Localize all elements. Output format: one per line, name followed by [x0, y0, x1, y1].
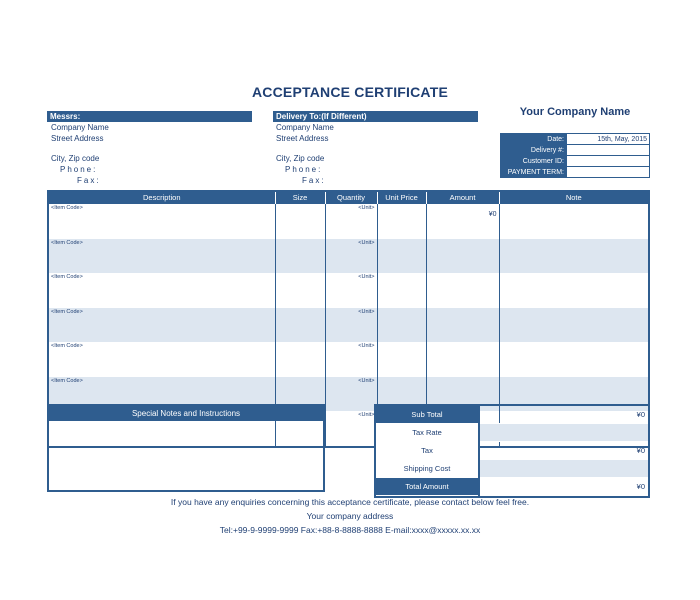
quantity-unit[interactable]: <Unit> [325, 273, 377, 308]
amount-cell [426, 308, 499, 343]
unit-price-cell[interactable] [377, 239, 426, 274]
totals-table [374, 404, 650, 498]
amount-cell [426, 239, 499, 274]
table-row [49, 308, 648, 343]
messrs-header: Messrs: [47, 111, 252, 122]
info-row-delivery [501, 145, 650, 156]
totals-value: ¥0 [479, 478, 648, 496]
table-row [49, 204, 648, 239]
note-cell[interactable] [499, 204, 648, 239]
col-unit-price: Unit Price [377, 192, 426, 204]
info-value[interactable] [567, 167, 650, 178]
item-code[interactable]: <Item Code> [49, 342, 275, 377]
messrs-company: Company Name [51, 123, 109, 132]
table-row [49, 239, 648, 274]
messrs-street: Street Address [51, 134, 104, 143]
info-label: Customer ID: [501, 156, 567, 167]
info-label: Delivery #: [501, 145, 567, 156]
delivery-street: Street Address [276, 134, 329, 143]
messrs-fax: Fax: [77, 176, 101, 185]
quantity-unit[interactable]: <Unit> [325, 308, 377, 343]
delivery-city: City, Zip code [276, 154, 325, 163]
item-code[interactable]: <Item Code> [49, 204, 275, 239]
quantity-unit[interactable]: <Unit> [325, 411, 377, 446]
totals-row-tax [376, 442, 648, 460]
messrs-city: City, Zip code [51, 154, 100, 163]
amount-cell [426, 273, 499, 308]
size-cell[interactable] [275, 239, 325, 274]
document-title: ACCEPTANCE CERTIFICATE [252, 84, 448, 100]
info-table [500, 133, 650, 178]
info-label: Date: [501, 134, 567, 145]
note-cell[interactable] [499, 308, 648, 343]
totals-label: Total Amount [376, 478, 479, 496]
quantity-unit[interactable]: <Unit> [325, 239, 377, 274]
totals-row-tax-rate [376, 424, 648, 442]
totals-value: ¥0 [479, 406, 648, 424]
delivery-phone: Phone: [285, 165, 323, 174]
totals-label: Tax Rate [376, 424, 479, 442]
quantity-unit[interactable]: <Unit> [325, 377, 377, 412]
totals-label: Tax [376, 442, 479, 460]
info-value[interactable]: 15th, May, 2015 [567, 134, 650, 145]
info-row-customer [501, 156, 650, 167]
unit-price-cell[interactable] [377, 273, 426, 308]
special-notes-box[interactable] [47, 404, 325, 492]
table-row [49, 273, 648, 308]
table-row [49, 342, 648, 377]
item-code[interactable]: <Item Code> [49, 239, 275, 274]
unit-price-cell[interactable] [377, 308, 426, 343]
special-notes-header: Special Notes and Instructions [49, 406, 323, 421]
unit-price-cell[interactable] [377, 204, 426, 239]
footer-contact: Tel:+99-9-9999-9999 Fax:+88-8-8888-8888 E-mail:xxxx@xxxxx.xx.xx [219, 525, 481, 535]
note-cell[interactable] [499, 342, 648, 377]
totals-value: ¥0 [479, 442, 648, 460]
messrs-phone: Phone: [60, 165, 98, 174]
col-size: Size [275, 192, 325, 204]
info-value[interactable] [567, 145, 650, 156]
item-code[interactable]: <Item Code> [49, 377, 275, 412]
quantity-unit[interactable]: <Unit> [325, 342, 377, 377]
note-cell[interactable] [499, 239, 648, 274]
totals-row-subtotal [376, 406, 648, 424]
delivery-company: Company Name [276, 123, 334, 132]
totals-value[interactable] [479, 424, 648, 442]
unit-price-cell[interactable] [377, 342, 426, 377]
size-cell[interactable] [275, 342, 325, 377]
info-row-date [501, 134, 650, 145]
info-row-payment [501, 167, 650, 178]
footer-enquiry: If you have any enquiries concerning this acceptance certificate, please contact below feel free. [170, 497, 530, 507]
totals-value[interactable] [479, 460, 648, 478]
col-quantity: Quantity [325, 192, 377, 204]
note-cell[interactable] [499, 273, 648, 308]
delivery-header: Delivery To:(If Different) [273, 111, 478, 122]
delivery-fax: Fax: [302, 176, 326, 185]
item-code[interactable]: <Item Code> [49, 273, 275, 308]
totals-row-total [376, 478, 648, 496]
totals-row-shipping [376, 460, 648, 478]
totals-label: Sub Total [376, 406, 479, 424]
item-code[interactable]: <Item Code> [49, 308, 275, 343]
totals-label: Shipping Cost [376, 460, 479, 478]
col-note: Note [499, 192, 648, 204]
info-value[interactable] [567, 156, 650, 167]
footer-address: Your company address [306, 511, 394, 521]
company-name: Your Company Name [519, 106, 631, 118]
quantity-unit[interactable]: <Unit> [325, 204, 377, 239]
info-label: PAYMENT TERM: [501, 167, 567, 178]
amount-cell [426, 342, 499, 377]
size-cell[interactable] [275, 273, 325, 308]
size-cell[interactable] [275, 204, 325, 239]
col-description: Description [49, 192, 275, 204]
size-cell[interactable] [275, 308, 325, 343]
amount-cell: ¥0 [426, 204, 499, 239]
col-amount: Amount [426, 192, 499, 204]
